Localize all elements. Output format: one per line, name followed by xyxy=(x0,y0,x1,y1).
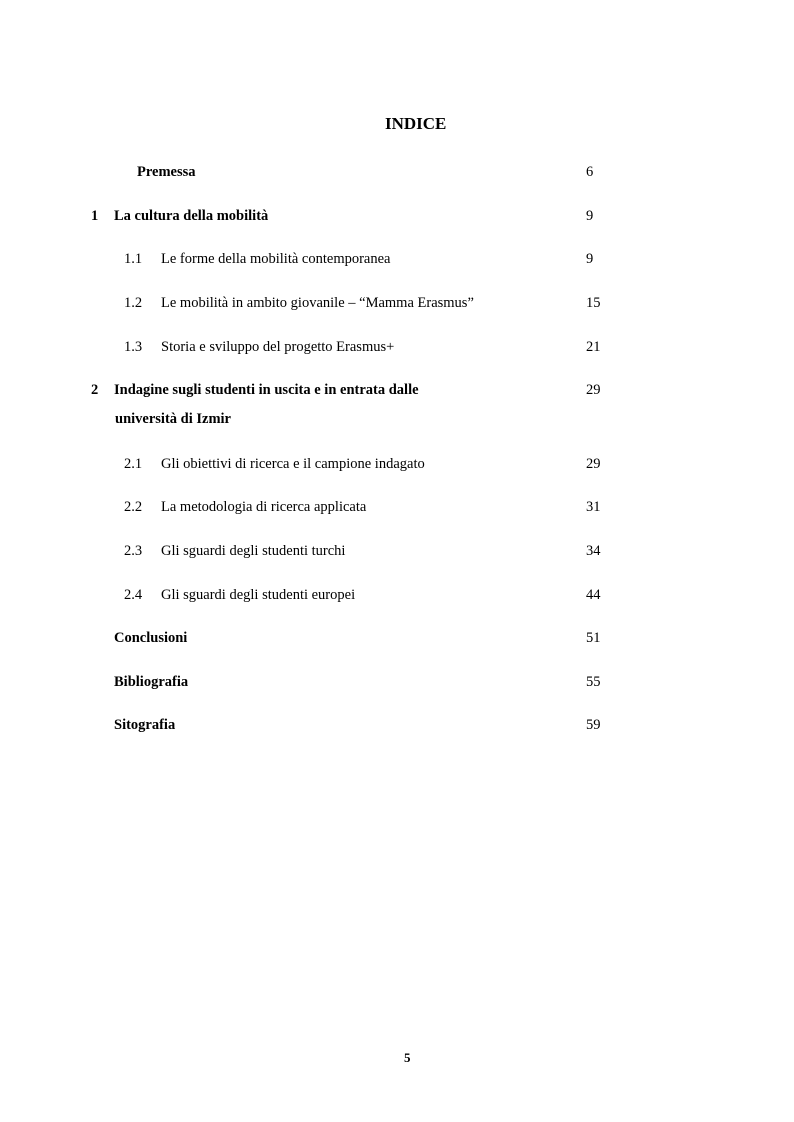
page-number: 5 xyxy=(404,1050,411,1065)
toc-entry-label: La cultura della mobilità xyxy=(114,208,269,224)
toc-entry-label: Indagine sugli studenti in uscita e in entrata dalle xyxy=(114,382,419,398)
toc-entry-label: Gli sguardi degli studenti turchi xyxy=(161,543,346,559)
toc-entry-label: Conclusioni xyxy=(114,630,188,646)
toc-entry-label: Gli sguardi degli studenti europei xyxy=(161,587,356,603)
toc-entry-label: Storia e sviluppo del progetto Erasmus+ xyxy=(161,339,395,355)
toc-title: INDICE xyxy=(385,114,447,133)
toc-entry-page: 6 xyxy=(586,164,594,180)
toc-entry-number: 2.2 xyxy=(124,499,143,515)
toc-entry-page: 44 xyxy=(586,587,601,603)
toc-entry-page: 51 xyxy=(586,630,601,646)
toc-entry-label: Premessa xyxy=(137,164,196,180)
toc-entry-page: 59 xyxy=(586,717,601,733)
toc-entry-label: Bibliografia xyxy=(114,674,189,690)
toc-entry-label: Le mobilità in ambito giovanile – “Mamma Erasmus” xyxy=(161,295,474,311)
toc-entry-label-line2: università di Izmir xyxy=(115,411,231,427)
toc-entry-number: 2.3 xyxy=(124,543,143,559)
toc-entry-label: Gli obiettivi di ricerca e il campione indagato xyxy=(161,456,425,472)
toc-entry-page: 9 xyxy=(586,251,594,267)
toc-entry-number: 2 xyxy=(91,382,99,398)
toc-entry-page: 31 xyxy=(586,499,601,515)
toc-entry-number: 2.1 xyxy=(124,456,143,472)
toc-entry-number: 1.2 xyxy=(124,295,143,311)
toc-entry-page: 34 xyxy=(586,543,601,559)
toc-entry-page: 29 xyxy=(586,456,601,472)
toc-entry-label: Le forme della mobilità contemporanea xyxy=(161,251,391,267)
toc-entry-label: Sitografia xyxy=(114,717,176,733)
toc-entry-page: 15 xyxy=(586,295,601,311)
toc-entry-number: 1 xyxy=(91,208,99,224)
toc-entry-number: 1.1 xyxy=(124,251,143,267)
toc-entry-number: 1.3 xyxy=(124,339,143,355)
toc-entry-page: 29 xyxy=(586,382,601,398)
toc-entry-page: 55 xyxy=(586,674,601,690)
toc-entry-label: La metodologia di ricerca applicata xyxy=(161,499,367,515)
toc-entry-page: 21 xyxy=(586,339,601,355)
toc-entry-number: 2.4 xyxy=(124,587,143,603)
toc-entry-page: 9 xyxy=(586,208,594,224)
